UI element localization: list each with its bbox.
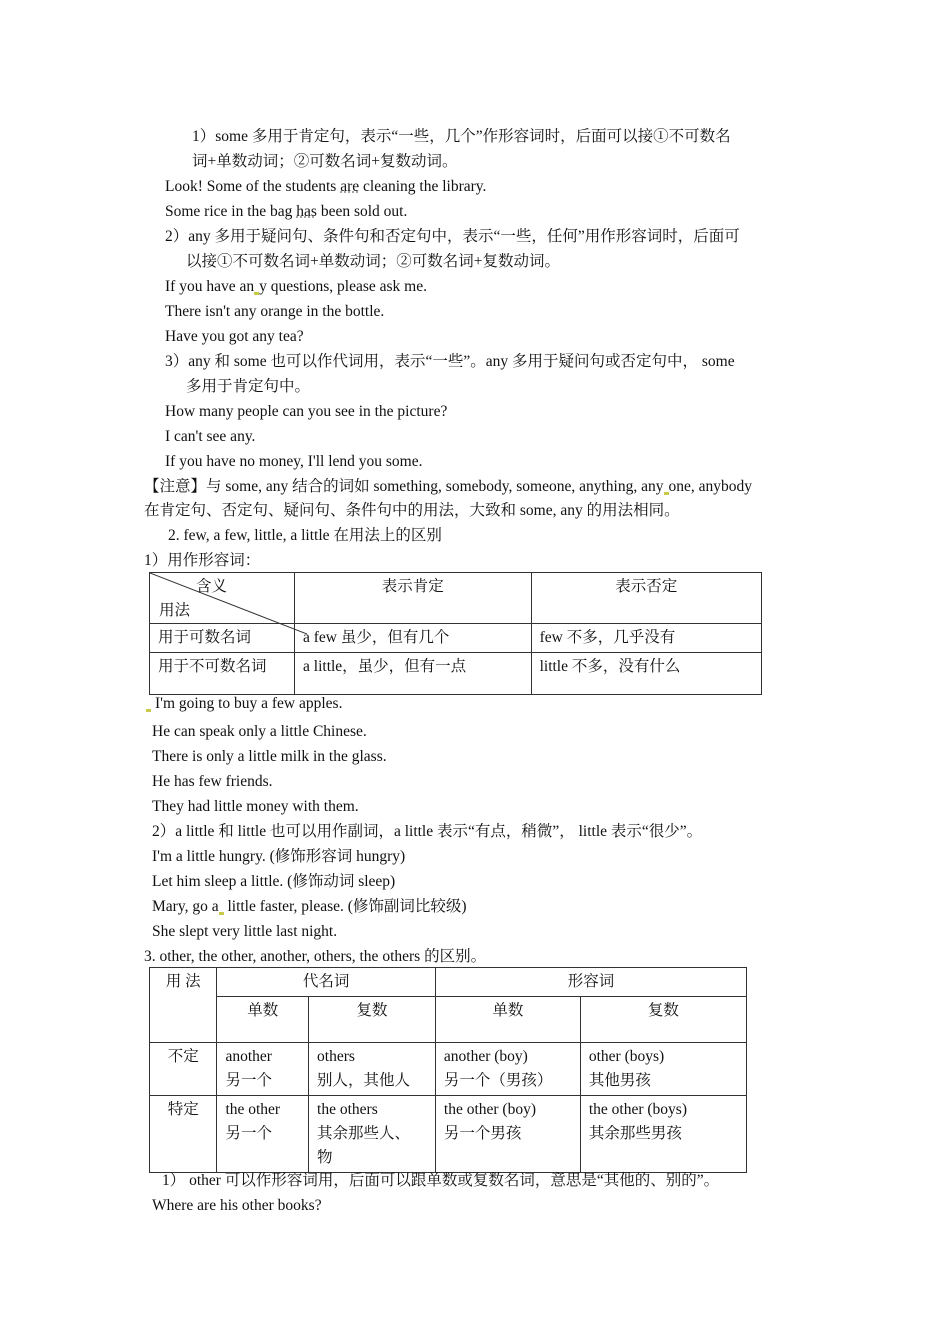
row-label: 特定 — [150, 1096, 217, 1173]
diag-bottom-label: 用法 — [159, 602, 191, 619]
example-sentence: Look! Some of the students are cleaning the library. — [165, 178, 487, 195]
example-sentence: Where are his other books? — [152, 1197, 322, 1214]
positive-cell: a little，虽少，但有一点 — [295, 653, 532, 695]
col-header-negative: 表示否定 — [531, 573, 761, 624]
adjective-header: 形容词 — [435, 968, 746, 997]
subheading: 1）用作形容词： — [144, 552, 261, 569]
example-sentence: They had little money with them. — [152, 798, 359, 815]
example-sentence: He can speak only a little Chinese. — [152, 723, 367, 740]
diagonal-header-cell — [150, 573, 295, 624]
section-heading: 2. few, a few, little, a little 在用法上的区别 — [168, 527, 442, 544]
example-sentence: Some rice in the bag has been sold out. — [165, 203, 408, 220]
table-cell: the other 另一个 — [217, 1096, 309, 1173]
diag-top-label: 含义 — [196, 578, 228, 595]
singular-header: 单数 — [217, 997, 309, 1043]
usage-cell: 用于可数名词 — [150, 624, 295, 653]
other-table — [149, 967, 747, 1173]
example-sentence: Mary, go a little faster, please. (修饰副词比较级) — [152, 898, 467, 915]
example-sentence: I'm a little hungry. (修饰形容词 hungry) — [152, 848, 406, 865]
rule-pronoun: 3）any 和 some 也可以作代词用，表示“一些”。any 多用于疑问句或否定句中， some — [165, 353, 735, 370]
row-label: 不定 — [150, 1043, 217, 1096]
plural-header: 复数 — [309, 997, 436, 1043]
rule-pronoun-cont: 多用于肯定句中。 — [186, 378, 311, 395]
pronoun-header: 代名词 — [217, 968, 435, 997]
subheading: 2）a little 和 little 也可以用作副词，a little 表示“有点，稍微”， little 表示“很少”。 — [152, 823, 703, 840]
example-sentence: Let him sleep a little. (修饰动词 sleep) — [152, 873, 396, 890]
negative-cell: few 不多，几乎没有 — [531, 624, 761, 653]
example-sentence: He has few friends. — [152, 773, 273, 790]
rule-some: 1）some 多用于肯定句，表示“一些，几个”作形容词时，后面可以接①不可数名 — [192, 128, 731, 145]
example-sentence: How many people can you see in the picture? — [165, 403, 448, 420]
table-cell: another 另一个 — [217, 1043, 309, 1096]
example-sentence: I can't see any. — [165, 428, 256, 445]
usage-cell: 用于不可数名词 — [150, 653, 295, 695]
edit-mark — [146, 709, 151, 712]
positive-cell: a few 虽少，但有几个 — [295, 624, 532, 653]
example-sentence: Have you got any tea? — [165, 328, 304, 345]
example-sentence: If you have no money, I'll lend you some. — [165, 453, 423, 470]
table-cell: the other (boy) 另一个男孩 — [435, 1096, 580, 1173]
rule-other: 1） other 可以作形容词用，后面可以跟单数或复数名词，意思是“其他的、别的”。 — [162, 1172, 720, 1189]
note-line: 【注意】与 some, any 结合的词如 something, somebody, someone, anything, any one, anybody — [144, 478, 753, 495]
usage-header: 用 法 — [150, 968, 217, 1043]
negative-cell: little 不多，没有什么 — [531, 653, 761, 695]
table-cell: another (boy) 另一个（男孩） — [435, 1043, 580, 1096]
table-cell: the other (boys) 其余那些男孩 — [580, 1096, 746, 1173]
rule-any: 2）any 多用于疑问句、条件句和否定句中，表示“一些，任何”用作形容词时，后面可 — [165, 228, 740, 245]
rule-some-cont: 词+单数动词；②可数名词+复数动词。 — [192, 153, 458, 170]
example-sentence: If you have an y questions, please ask me. — [165, 278, 427, 295]
example-sentence: She slept very little last night. — [152, 923, 338, 940]
singular-header: 单数 — [435, 997, 580, 1043]
table-cell: the others 其余那些人、 物 — [309, 1096, 436, 1173]
few-little-table — [149, 572, 762, 695]
note-line-cont: 在肯定句、否定句、疑问句、条件句中的用法，大致和 some, any 的用法相同。 — [144, 502, 680, 519]
table-cell: other (boys) 其他男孩 — [580, 1043, 746, 1096]
example-sentence: I'm going to buy a few apples. — [146, 693, 342, 715]
table-cell: others 别人，其他人 — [309, 1043, 436, 1096]
example-sentence: There is only a little milk in the glass. — [152, 748, 387, 765]
section-heading: 3. other, the other, another, others, the others 的区别。 — [144, 948, 487, 965]
col-header-positive: 表示肯定 — [295, 573, 532, 624]
plural-header: 复数 — [580, 997, 746, 1043]
example-sentence: There isn't any orange in the bottle. — [165, 303, 385, 320]
rule-any-cont: 以接①不可数名词+单数动词；②可数名词+复数动词。 — [186, 253, 560, 270]
